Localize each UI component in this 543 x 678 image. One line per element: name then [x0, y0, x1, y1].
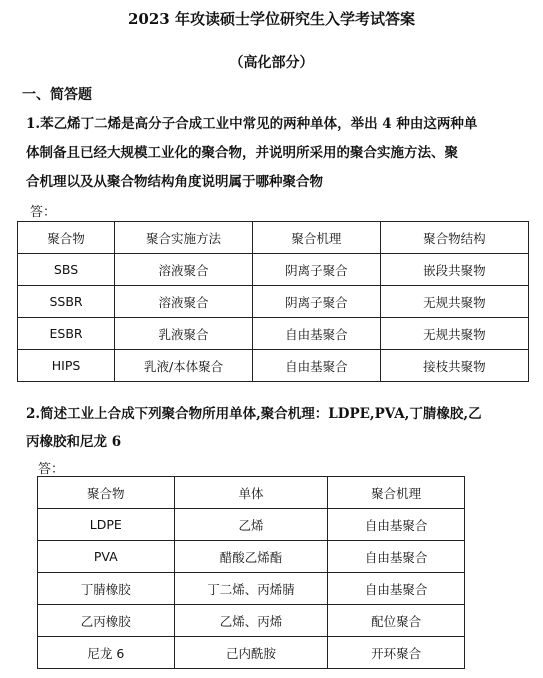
table-cell: 醋酸乙烯酯	[174, 541, 328, 573]
question-2-line-1: 2.简述工业上合成下列聚合物所用单体,聚合机理：LDPE,PVA,丁腈橡胶,乙	[26, 406, 482, 422]
table-header-cell: 聚合物结构	[380, 222, 528, 254]
table-cell: 溶液聚合	[115, 286, 253, 318]
table-cell: 无规共聚物	[380, 286, 528, 318]
table-row	[38, 573, 465, 605]
page-subtitle: （高化部分）	[229, 55, 314, 71]
answer-2-label: 答：	[38, 462, 65, 477]
table-row	[38, 541, 465, 573]
table-cell: 自由基聚合	[328, 573, 465, 605]
section-heading: 一、简答题	[22, 87, 92, 103]
table-header-cell: 聚合物	[38, 477, 175, 509]
table-header-row	[18, 222, 529, 254]
table-cell: 溶液聚合	[115, 254, 253, 286]
table-cell: 乙烯、丙烯	[174, 605, 328, 637]
table-cell: 丁腈橡胶	[38, 573, 175, 605]
answer-2-table	[37, 476, 465, 669]
question-1-line-3: 合机理以及从聚合物结构角度说明属于哪种聚合物	[26, 174, 323, 190]
table-row	[18, 254, 529, 286]
table-header-cell: 聚合机理	[253, 222, 381, 254]
table-cell: 乙烯	[174, 509, 328, 541]
table-cell: 自由基聚合	[328, 541, 465, 573]
table-cell: 接枝共聚物	[380, 350, 528, 382]
table-cell: 阴离子聚合	[253, 254, 381, 286]
table-header-cell: 聚合物	[18, 222, 115, 254]
table-row	[18, 350, 529, 382]
table-cell: 配位聚合	[328, 605, 465, 637]
table-cell: SBS	[18, 254, 115, 286]
table-cell: 乳液聚合	[115, 318, 253, 350]
table-cell: 自由基聚合	[253, 350, 381, 382]
table-row	[18, 286, 529, 318]
question-1	[26, 110, 531, 197]
table-cell: PVA	[38, 541, 175, 573]
table-header-cell: 聚合实施方法	[115, 222, 253, 254]
table-cell: 开环聚合	[328, 637, 465, 669]
table-cell: HIPS	[18, 350, 115, 382]
table-row	[38, 509, 465, 541]
question-2-line-2: 丙橡胶和尼龙 6	[26, 434, 122, 450]
table-cell: 丁二烯、丙烯腈	[174, 573, 328, 605]
table-cell: ESBR	[18, 318, 115, 350]
table-cell: 己内酰胺	[174, 637, 328, 669]
page-title: 2023 年攻读硕士学位研究生入学考试答案	[128, 10, 415, 28]
table-cell: 乙丙橡胶	[38, 605, 175, 637]
answer-1-label: 答：	[30, 205, 57, 220]
question-1-line-1: 1.苯乙烯丁二烯是高分子合成工业中常见的两种单体，举出 4 种由这两种单	[26, 116, 478, 132]
table-cell: 乳液/本体聚合	[115, 350, 253, 382]
table-row	[18, 318, 529, 350]
table-cell: 阴离子聚合	[253, 286, 381, 318]
answer-1-table	[17, 221, 529, 382]
question-1-line-2: 体制备且已经大规模工业化的聚合物，并说明所采用的聚合实施方法、聚	[26, 145, 458, 161]
table-cell: LDPE	[38, 509, 175, 541]
table-header-cell: 聚合机理	[328, 477, 465, 509]
table-row	[38, 605, 465, 637]
table-cell: 自由基聚合	[253, 318, 381, 350]
table-cell: 嵌段共聚物	[380, 254, 528, 286]
table-cell: SSBR	[18, 286, 115, 318]
table-cell: 无规共聚物	[380, 318, 528, 350]
table-header-cell: 单体	[174, 477, 328, 509]
question-2	[26, 400, 534, 456]
table-row	[38, 637, 465, 669]
table-cell: 尼龙 6	[38, 637, 175, 669]
table-header-row	[38, 477, 465, 509]
table-cell: 自由基聚合	[328, 509, 465, 541]
